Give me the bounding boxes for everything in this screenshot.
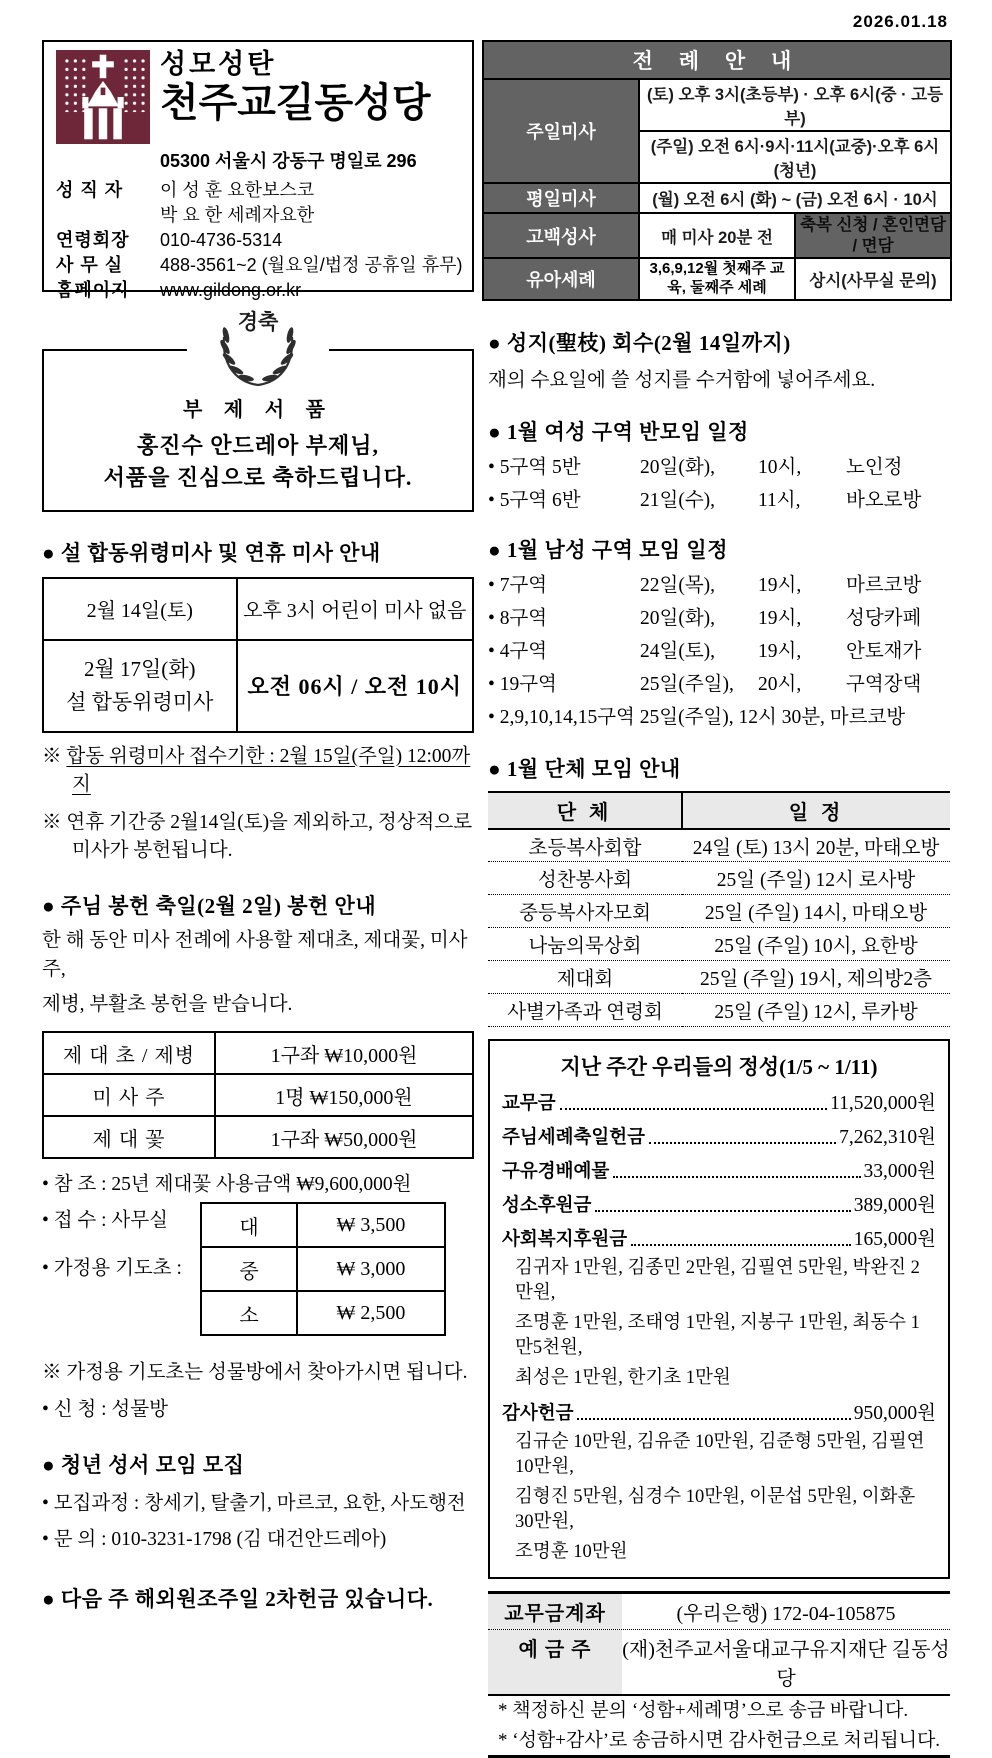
offering-desc-line1: 한 해 동안 미사 전례에 사용할 제대초, 제대꽃, 미사주, xyxy=(42,929,468,980)
account-number: (우리은행) 172-04-105875 xyxy=(676,1602,896,1625)
seol-row2-date-line1: 2월 17일(화) xyxy=(83,656,196,681)
donation-item xyxy=(502,1223,936,1251)
donation-label: 교무금 xyxy=(502,1092,556,1114)
youth-line2: • 문 의 : 010-3231-1798 (김 대건안드레아) xyxy=(42,1529,387,1551)
church-info-row xyxy=(56,178,466,203)
men-meeting-row xyxy=(488,635,950,663)
group-name: 중등복사자모회 xyxy=(488,895,682,928)
section-heading-palms: ● 성지(聖枝) 회수(2월 14일까지) xyxy=(488,330,791,355)
youth-line1: • 모집과정 : 창세기, 탈출기, 마르코, 요한, 사도행전 xyxy=(42,1493,466,1515)
church-info-row xyxy=(56,253,466,278)
liturgy-schedule-table xyxy=(482,40,952,301)
donation-amount: 11,520,000원 xyxy=(830,1093,936,1115)
donation-amount: 389,000원 xyxy=(853,1195,936,1217)
seol-row2-date xyxy=(43,640,237,732)
donation-label: 구유경배예물 xyxy=(502,1160,610,1182)
dot-leader xyxy=(649,1142,836,1144)
weekly-donations-box xyxy=(488,1039,950,1579)
info-value: 박 요 한 세례자요한 xyxy=(160,205,315,225)
candle-size: 소 xyxy=(201,1291,297,1335)
meeting-place: 마르코방 xyxy=(846,574,922,596)
group-schedule: 25일 (주일) 12시 로사방 xyxy=(682,862,950,895)
section-heading-men-meetings: ● 1월 남성 구역 모임 일정 xyxy=(488,537,729,562)
meeting-place: 성당카페 xyxy=(846,607,922,629)
dot-leader xyxy=(595,1210,850,1212)
donor-names-line: 조명훈 1만원, 조태영 1만원, 지봉구 1만원, 최동수 1만5천원, xyxy=(515,1313,920,1359)
info-value: 488-3561~2 (월요일/법정 공휴일 휴무) xyxy=(160,255,463,275)
men-meeting-row xyxy=(488,602,950,630)
info-label: 사 무 실 xyxy=(56,255,124,275)
meeting-place: 바오로방 xyxy=(846,489,922,511)
section-heading-second-collection: ● 다음 주 해외원조주일 2차헌금 있습니다. xyxy=(42,1587,434,1612)
meeting-name: • 5구역 5반 xyxy=(488,456,581,478)
group-name: 나눔의묵상회 xyxy=(488,928,682,961)
church-info-row xyxy=(56,203,466,228)
dot-leader xyxy=(577,1418,850,1420)
account-note2: * ‘성함+감사’로 송금하시면 감사헌금으로 처리됩니다. xyxy=(498,1729,941,1751)
seol-mass-table xyxy=(42,577,474,733)
church-title-large: 천주교길동성당 xyxy=(160,80,431,125)
church-titles xyxy=(160,50,430,126)
donation-label: 감사헌금 xyxy=(502,1402,574,1424)
section-heading-offering: ● 주님 봉헌 축일(2월 2일) 봉헌 안내 xyxy=(42,893,377,918)
donation-item xyxy=(502,1087,936,1115)
meeting-name: • 19구역 xyxy=(488,673,557,695)
donation-item xyxy=(502,1121,936,1149)
men-meeting-row-combined: • 2,9,10,14,15구역 25일(주일), 12시 30분, 마르코방 xyxy=(488,706,906,728)
candle-pickup-note: ※ 가정용 기도초는 성물방에서 찾아가시면 됩니다. xyxy=(42,1362,468,1384)
dot-leader xyxy=(613,1176,860,1178)
group-meetings-table xyxy=(488,791,950,1028)
donation-item xyxy=(502,1397,936,1425)
liturgy-blessing-value: 상시(사무실 문의) xyxy=(795,258,951,300)
meeting-date: 20일(화), xyxy=(640,607,716,629)
table-row xyxy=(488,895,950,928)
candle-size: 대 xyxy=(201,1203,297,1247)
offering-price: 1명 ₩150,000원 xyxy=(215,1074,473,1116)
meeting-time: 20시, xyxy=(758,673,802,695)
section-heading-women-meetings: ● 1월 여성 구역 반모임 일정 xyxy=(488,419,749,444)
group-schedule: 25일 (주일) 14시, 마태오방 xyxy=(682,895,950,928)
offering-price: 1구좌 ₩10,000원 xyxy=(215,1032,473,1074)
donation-item xyxy=(502,1189,936,1217)
candle-price-table xyxy=(200,1202,446,1336)
seol-row1-value: 오후 3시 어린이 미사 없음 xyxy=(237,578,474,640)
meeting-date: 20일(화), xyxy=(640,456,716,478)
info-value: 이 성 훈 요한보스코 xyxy=(160,180,315,200)
seol-note1 xyxy=(42,743,474,800)
table-row xyxy=(488,961,950,994)
church-title-small: 성모성탄 xyxy=(160,49,277,79)
offering-desc-line2: 제병, 부활초 봉헌을 받습니다. xyxy=(42,994,293,1016)
account-holder-value: (재)천주교서울대교구유지재단 길동성당 xyxy=(622,1638,950,1690)
meeting-name: • 8구역 xyxy=(488,607,548,629)
liturgy-row-label-sunday: 주일미사 xyxy=(483,79,639,183)
meeting-time: 19시, xyxy=(758,640,802,662)
congratulation-box xyxy=(42,309,474,512)
men-meeting-row xyxy=(488,569,950,597)
group-schedule: 24일 (토) 13시 20분, 마태오방 xyxy=(682,829,950,862)
laurel-wreath-icon xyxy=(187,309,329,395)
liturgy-confession: 매 미사 20분 전 xyxy=(639,213,795,258)
seol-note2: ※ 연휴 기간중 2월14일(토)을 제외하고, 정상적으로 미사가 봉헌됩니다. xyxy=(42,812,473,862)
group-name: 사별가족과 연령회 xyxy=(488,994,682,1027)
church-info-box xyxy=(42,40,474,300)
church-info-row xyxy=(56,278,466,303)
palms-desc: 재의 수요일에 쓸 성지를 수거함에 넣어주세요. xyxy=(488,369,876,391)
congrats-line1: 홍진수 안드레아 부제님, xyxy=(136,432,380,458)
account-row xyxy=(488,1594,950,1630)
liturgy-sunday-sun: (주일) 오전 6시·9시·11시(교중)·오후 6시(청년) xyxy=(639,131,951,183)
candle-apply: • 신 청 : 성물방 xyxy=(42,1399,168,1421)
body-columns xyxy=(42,301,952,1758)
account-info-table xyxy=(488,1591,950,1758)
groups-col-header-name: 단 체 xyxy=(488,792,682,829)
candle-price: ₩ 3,000 xyxy=(297,1247,445,1291)
offering-item: 미 사 주 xyxy=(43,1074,215,1116)
candle-label: • 가정용 기도초 : xyxy=(42,1258,182,1280)
meeting-name: • 4구역 xyxy=(488,640,548,662)
donor-names-line: 최성은 1만원, 한기초 1만원 xyxy=(515,1368,731,1389)
candle-price: ₩ 2,500 xyxy=(297,1291,445,1335)
liturgy-row-label-weekday: 평일미사 xyxy=(483,183,639,213)
church-website: www.gildong.or.kr xyxy=(160,280,302,300)
offering-price: 1구좌 ₩50,000원 xyxy=(215,1116,473,1158)
women-meeting-row xyxy=(488,451,950,479)
offering-reception: • 접 수 : 사무실 xyxy=(42,1210,168,1232)
info-value: 010-4736-5314 xyxy=(160,230,283,250)
offering-price-table xyxy=(42,1031,474,1159)
note-mark: ※ xyxy=(42,745,67,767)
donor-names-line: 김규순 10만원, 김유준 10만원, 김준형 5만원, 김필연 10만원, xyxy=(515,1432,925,1478)
section-heading-seol-mass: ● 설 합동위령미사 및 연휴 미사 안내 xyxy=(42,540,381,565)
candle-size: 중 xyxy=(201,1247,297,1291)
meeting-place: 구역장댁 xyxy=(846,673,922,695)
info-label: 성 직 자 xyxy=(56,180,124,200)
group-schedule: 25일 (주일) 19시, 제의방2층 xyxy=(682,961,950,994)
liturgy-baptism: 3,6,9,12월 첫째주 교육, 둘째주 세례 xyxy=(639,258,795,300)
meeting-date: 25일(주일), xyxy=(640,673,734,695)
seol-note1-text: 합동 위령미사 접수기한 : 2월 15일(주일) 12:00까지 xyxy=(66,745,471,795)
meeting-name: • 7구역 xyxy=(488,574,548,596)
seol-row2-date-line2: 설 합동위령미사 xyxy=(66,689,214,714)
dot-leader xyxy=(631,1244,851,1246)
account-label: 교무금계좌 xyxy=(488,1594,622,1629)
table-row xyxy=(488,829,950,862)
seol-row1-date: 2월 14일(토) xyxy=(43,578,237,640)
liturgy-weekday: (월) 오전 6시 (화) ~ (금) 오전 6시 · 10시 xyxy=(639,183,951,213)
donor-names-line: 조명훈 10만원 xyxy=(515,1541,628,1562)
section-heading-youth-bible: ● 청년 성서 모임 모집 xyxy=(42,1453,245,1478)
church-title-block xyxy=(56,50,466,144)
meeting-time: 19시, xyxy=(758,574,802,596)
account-note1: * 책정하신 분의 ‘성함+세례명’으로 송금 바랍니다. xyxy=(498,1699,909,1721)
section-heading-group-meetings: ● 1월 단체 모임 안내 xyxy=(488,756,681,781)
group-schedule: 25일 (주일) 10시, 요한방 xyxy=(682,928,950,961)
group-name: 제대회 xyxy=(488,961,682,994)
offering-item: 제 대 초 / 제병 xyxy=(43,1032,215,1074)
groups-col-header-schedule: 일 정 xyxy=(682,792,950,829)
offering-reference: • 참 조 : 25년 제대꽃 사용금액 ₩9,600,000원 xyxy=(42,1174,412,1196)
candle-labels xyxy=(42,1202,200,1336)
issue-date: 2026.01.18 xyxy=(852,12,948,31)
group-name: 초등복사회합 xyxy=(488,829,682,862)
seol-row2-value: 오전 06시 / 오전 10시 xyxy=(237,640,474,732)
liturgy-row-label-baptism: 유아세례 xyxy=(483,258,639,300)
men-meeting-row xyxy=(488,668,950,696)
liturgy-blessing-header: 축복 신청 / 혼인면담 / 면담 xyxy=(795,213,951,258)
donation-label: 사회복지후원금 xyxy=(502,1228,628,1250)
meeting-date: 24일(토), xyxy=(640,640,716,662)
donations-title: 지난 주간 우리들의 정성(1/5 ~ 1/11) xyxy=(560,1055,878,1080)
donor-names-line: 김형진 5만원, 심경수 10만원, 이문섭 5만원, 이화훈 30만원, xyxy=(515,1487,916,1532)
church-info-row xyxy=(56,228,466,253)
table-row xyxy=(488,928,950,961)
group-schedule: 25일 (주일) 12시, 루카방 xyxy=(682,994,950,1027)
meeting-date: 22일(목), xyxy=(640,574,716,596)
candle-price: ₩ 3,500 xyxy=(297,1203,445,1247)
offering-item: 제 대 꽃 xyxy=(43,1116,215,1158)
info-label: 홈페이지 xyxy=(56,280,130,300)
dot-leader xyxy=(560,1108,828,1110)
meeting-time: 11시, xyxy=(758,489,801,511)
meeting-date: 21일(수), xyxy=(640,489,716,511)
donation-amount: 165,000원 xyxy=(853,1229,936,1251)
donation-item xyxy=(502,1155,936,1183)
candle-section xyxy=(42,1202,474,1336)
women-meeting-row xyxy=(488,484,950,512)
donation-label: 성소후원금 xyxy=(502,1194,592,1216)
wreath-text: 경축 xyxy=(237,309,279,334)
liturgy-sunday-sat: (토) 오후 3시(초등부) · 오후 6시(중 · 고등부) xyxy=(639,79,951,131)
donation-label: 주님세례축일헌금 xyxy=(502,1126,645,1148)
meeting-time: 19시, xyxy=(758,607,802,629)
group-name: 성찬봉사회 xyxy=(488,862,682,895)
header-row xyxy=(42,40,952,301)
meeting-place: 안토재가 xyxy=(846,640,922,662)
table-row xyxy=(488,862,950,895)
congrats-subtitle: 부 제 서 품 xyxy=(183,398,333,421)
right-column xyxy=(488,301,950,1758)
liturgy-row-label-confession: 고백성사 xyxy=(483,213,639,258)
donation-amount: 33,000원 xyxy=(863,1161,936,1183)
info-label xyxy=(56,203,160,228)
donation-amount: 950,000원 xyxy=(853,1403,936,1425)
meeting-time: 10시, xyxy=(758,456,802,478)
church-address: 05300 서울시 강동구 명일로 296 xyxy=(160,151,417,171)
church-logo-icon xyxy=(56,50,150,144)
congrats-line2: 서품을 진심으로 축하드립니다. xyxy=(103,464,413,490)
donor-names-line: 김귀자 1만원, 김종민 2만원, 김필연 5만원, 박완진 2만원, xyxy=(515,1258,920,1304)
info-label: 연령회장 xyxy=(56,230,130,250)
donation-amount: 7,262,310원 xyxy=(839,1127,936,1149)
table-row xyxy=(488,994,950,1027)
liturgy-table-title: 전 례 안 내 xyxy=(483,41,951,79)
meeting-place: 노인정 xyxy=(846,456,903,478)
account-holder-label: 예 금 주 xyxy=(488,1630,622,1694)
left-column xyxy=(42,301,474,1758)
meeting-name: • 5구역 6반 xyxy=(488,489,581,511)
account-row xyxy=(488,1630,950,1696)
